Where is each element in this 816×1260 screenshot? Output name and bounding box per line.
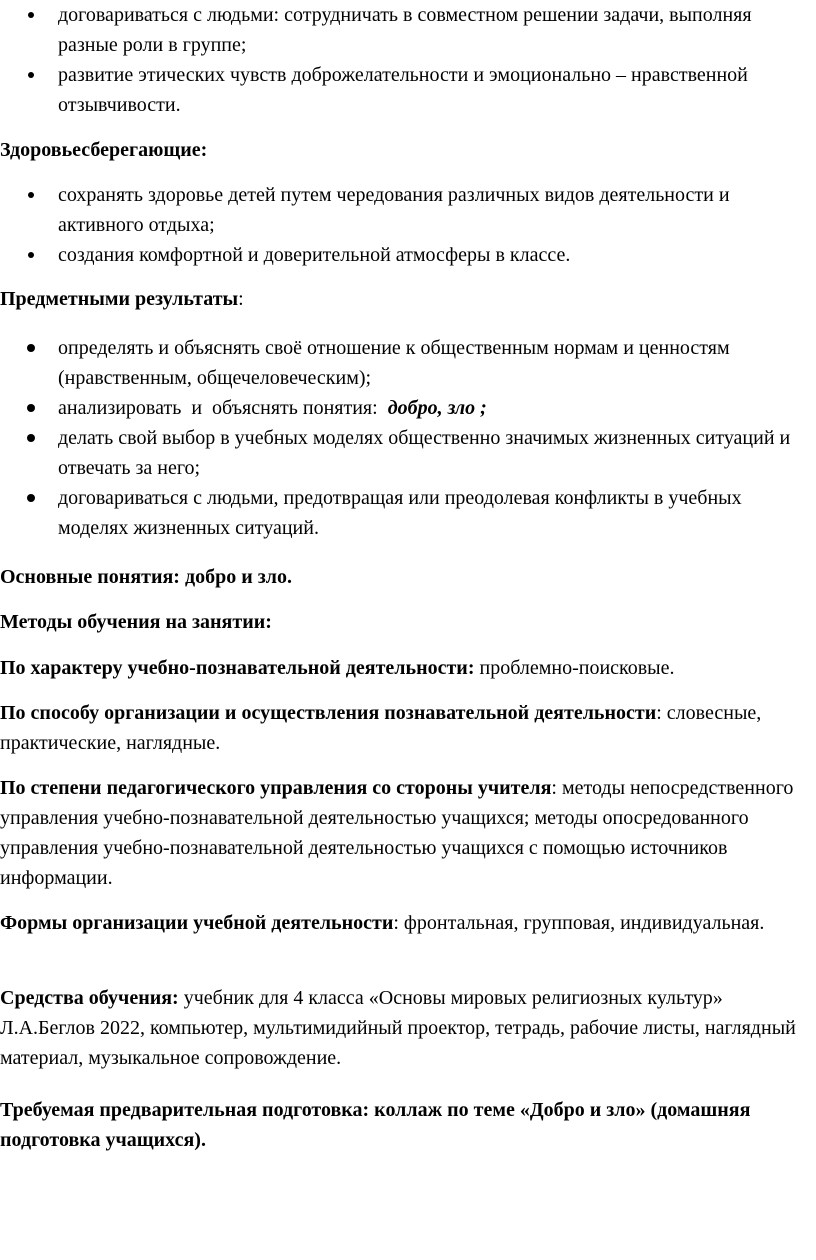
list-item: создания комфортной и доверительной атмосферы в классе.: [0, 240, 816, 270]
forms-paragraph: Формы организации учебной деятельности: фронтальная, групповая, индивидуальная.: [0, 912, 765, 934]
subject-heading: Предметными результаты:: [0, 288, 244, 310]
preparation-paragraph: Требуемая предварительная подготовка: коллаж по теме «Добро и зло» (домашняя подготовка учащихся).: [0, 1099, 751, 1151]
bullet-icon: [27, 434, 35, 442]
bullet-list-health: [0, 180, 816, 270]
bullet-icon: [27, 344, 35, 352]
method-by-degree: По степени педагогического управления со стороны учителя: методы непосредственного управления учебно-познавательной деятельностью учащихся; методы опосредованного управления учебно-познавательной деятельностью учащихся с помощью источников информации.: [0, 777, 794, 889]
bullet-list-communication: [0, 0, 816, 120]
list-item: сохранять здоровье детей путем чередования различных видов деятельности и активного отдыха;: [0, 180, 816, 240]
concepts-line: Основные понятия: добро и зло.: [0, 566, 292, 588]
means-paragraph: Средства обучения: учебник для 4 класса «Основы мировых религиозных культур» Л.А.Беглов 2022, компьютер, мультимидийный проектор, тетрадь, рабочие листы, наглядный материал, музыкальное сопровождение.: [0, 987, 796, 1069]
bullet-icon: [28, 12, 34, 18]
method-by-organization: По способу организации и осуществления познавательной деятельности: словесные, практические, наглядные.: [0, 702, 762, 754]
method-by-character: По характеру учебно-познавательной деятельности: проблемно-поисковые.: [0, 657, 675, 679]
bullet-icon: [28, 192, 34, 198]
list-item: анализировать и объяснять понятия: добро, зло ;: [0, 393, 816, 423]
bullet-icon: [28, 72, 34, 78]
health-heading: Здоровьесберегающие:: [0, 139, 208, 161]
bullet-icon: [27, 494, 35, 502]
list-item: развитие этических чувств доброжелательности и эмоционально – нравственной отзывчивости.: [0, 60, 816, 120]
list-item: договариваться с людьми: сотрудничать в совместном решении задачи, выполняя разные роли в группе;: [0, 0, 816, 60]
list-item: делать свой выбор в учебных моделях общественно значимых жизненных ситуаций и отвечать за него;: [0, 423, 816, 483]
bullet-list-subject: [0, 333, 816, 543]
bullet-icon: [28, 252, 34, 258]
list-item: договариваться с людьми, предотвращая или преодолевая конфликты в учебных моделях жизненных ситуаций.: [0, 483, 816, 543]
list-item: определять и объяснять своё отношение к общественным нормам и ценностям (нравственным, общечеловеческим);: [0, 333, 816, 393]
bullet-icon: [27, 404, 35, 412]
methods-heading: Методы обучения на занятии:: [0, 611, 272, 633]
